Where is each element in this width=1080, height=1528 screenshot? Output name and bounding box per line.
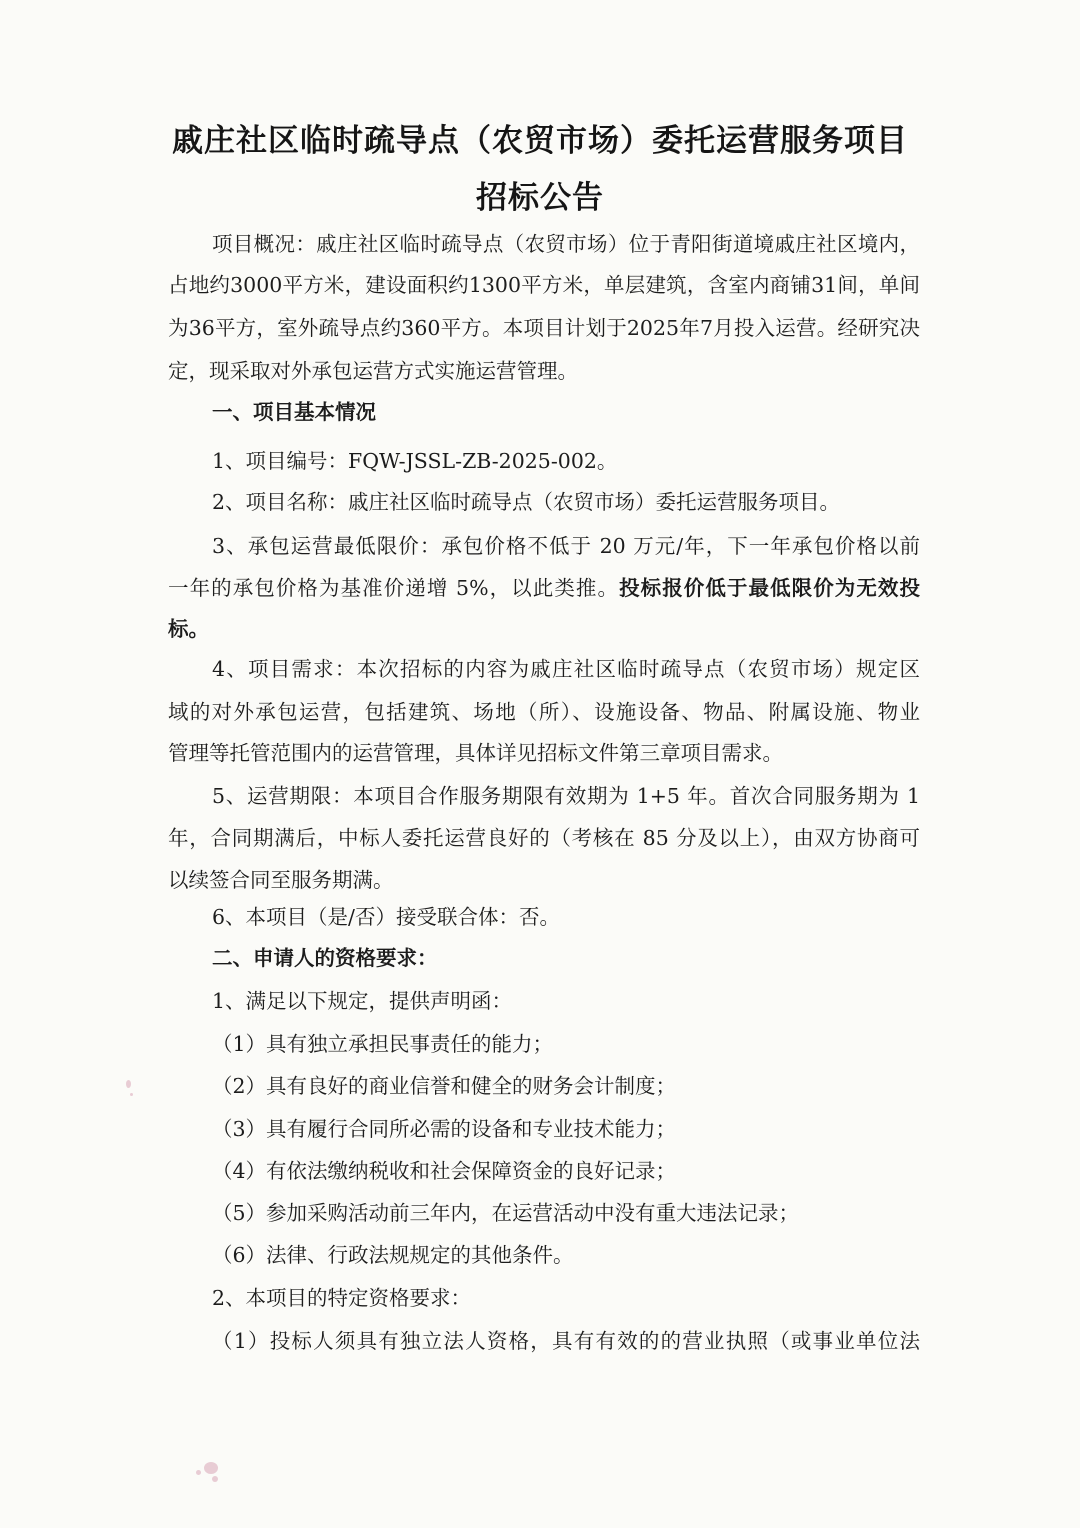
item-3-invalid-bid-notice: 投标报价低于最低限价为无效投 — [619, 576, 920, 600]
overview-line-1: 项目概况：戚庄社区临时疏导点（农贸市场）位于青阳街道境戚庄社区境内， — [212, 232, 920, 256]
item-4-line-3: 管理等托管范围内的运营管理，具体详见招标文件第三章项目需求。 — [168, 741, 783, 765]
requirement-1-6: （6）法律、行政法规规定的其他条件。 — [212, 1243, 574, 1267]
document-subtitle: 招标公告 — [476, 180, 604, 216]
document-title: 戚庄社区临时疏导点（农贸市场）委托运营服务项目 — [172, 123, 908, 159]
item-4-line-2: 域的对外承包运营，包括建筑、场地（所）、设施设备、物品、附属设施、物业 — [168, 700, 920, 724]
item-6-consortium: 6、本项目（是/否）接受联合体：否。 — [212, 905, 560, 929]
item-4-line-1: 4、项目需求：本次招标的内容为戚庄社区临时疏导点（农贸市场）规定区 — [212, 657, 920, 681]
requirement-1-1: （1）具有独立承担民事责任的能力； — [212, 1032, 554, 1056]
item-5-line-3: 以续签合同至服务期满。 — [168, 868, 394, 892]
item-5-line-1: 5、运营期限：本项目合作服务期限有效期为 1+5 年。首次合同服务期为 1 — [212, 784, 920, 808]
requirement-1: 1、满足以下规定，提供声明函： — [212, 989, 513, 1013]
item-2-project-name: 2、项目名称：戚庄社区临时疏导点（农贸市场）委托运营服务项目。 — [212, 490, 841, 514]
item-3-line-2 — [168, 573, 920, 603]
item-5-line-2: 年，合同期满后，中标人委托运营良好的（考核在 85 分及以上），由双方协商可 — [168, 826, 920, 850]
item-3-line-3: 标。 — [168, 617, 209, 641]
requirement-1-2: （2）具有良好的商业信誉和健全的财务会计制度； — [212, 1074, 677, 1098]
requirement-1-5: （5）参加采购活动前三年内，在运营活动中没有重大违法记录； — [212, 1201, 800, 1225]
section-1-heading: 一、项目基本情况 — [212, 400, 376, 424]
section-2-heading: 二、申请人的资格要求： — [212, 946, 438, 970]
item-1-project-number: 1、项目编号：FQW-JSSL-ZB-2025-002。 — [212, 449, 618, 473]
item-3-line-1: 3、承包运营最低限价：承包价格不低于 20 万元/年，下一年承包价格以前 — [212, 534, 920, 558]
scan-speck — [126, 1080, 131, 1088]
item-3-line-2-text: 一年的承包价格为基准价递增 5%，以此类推。 — [168, 576, 620, 600]
scan-speck — [130, 1093, 133, 1096]
requirement-1-3: （3）具有履行合同所必需的设备和专业技术能力； — [212, 1117, 677, 1141]
scan-speck — [196, 1470, 201, 1475]
overview-line-2: 占地约3000平方米，建设面积约1300平方米，单层建筑，含室内商铺31间，单间 — [168, 273, 920, 297]
requirement-2: 2、本项目的特定资格要求： — [212, 1286, 472, 1310]
scan-speck — [204, 1462, 218, 1474]
requirement-1-4: （4）有依法缴纳税收和社会保障资金的良好记录； — [212, 1159, 677, 1183]
scan-speck — [212, 1476, 218, 1482]
overview-line-3: 为36平方，室外疏导点约360平方。本项目计划于2025年7月投入运营。经研究决 — [168, 316, 920, 340]
requirement-2-1: （1）投标人须具有独立法人资格，具有有效的的营业执照（或事业单位法 — [212, 1329, 920, 1353]
overview-line-4: 定，现采取对外承包运营方式实施运营管理。 — [168, 359, 578, 383]
